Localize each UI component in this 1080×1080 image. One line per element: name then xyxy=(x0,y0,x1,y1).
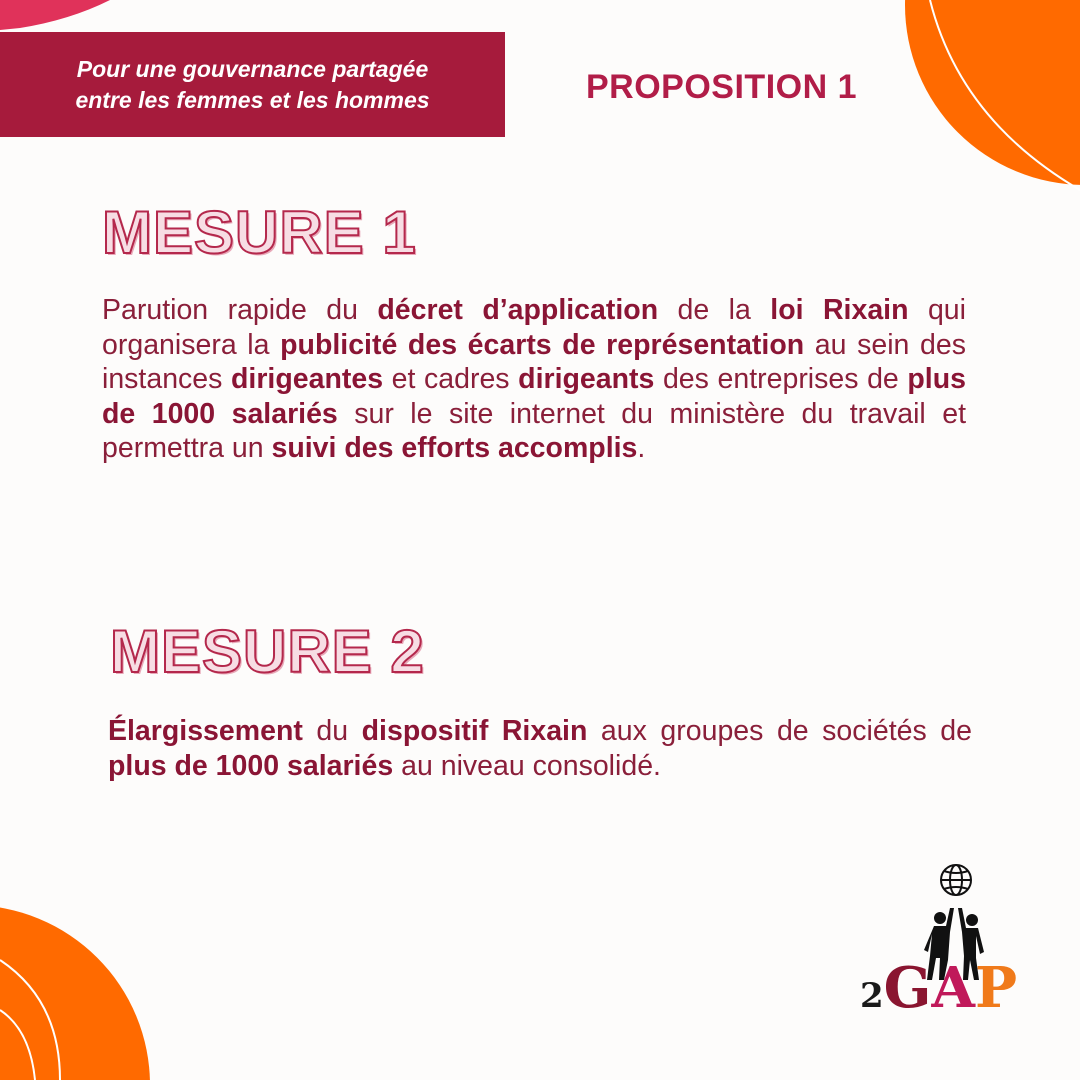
logo-2gap xyxy=(860,955,1018,1021)
mesure-1-title: MESURE 1 xyxy=(102,199,417,266)
logo-letter-a: A xyxy=(931,955,975,1021)
logo-letter-p: P xyxy=(974,955,1018,1021)
logo-letter-g: G xyxy=(883,955,932,1021)
logo-digit: 2 xyxy=(860,976,884,1016)
globe-icon xyxy=(941,865,971,895)
banner-line-2: entre les femmes et les hommes xyxy=(75,86,430,113)
bottom-left-orange-circle xyxy=(0,905,150,1080)
mesure-2-text: Élargissement du dispositif Rixain aux groupes de sociétés de plus de 1000 salariés au niveau consolidé. xyxy=(108,715,972,782)
mesure-1-text: Parution rapide du décret d’application de la loi Rixain qui organisera la publicité des écarts de représentation au sein des instances dirigeantes et cadres dirigeants des entreprises de plus de 1000 salariés sur le site internet du ministère du travail et permettra un suivi des efforts accomplis. xyxy=(102,294,966,464)
banner-line-1: Pour une gouvernance partagée xyxy=(76,55,429,82)
header-banner xyxy=(0,32,505,137)
top-left-pink-shape xyxy=(0,0,110,30)
top-right-orange-circle xyxy=(905,0,1080,185)
proposition-title: PROPOSITION 1 xyxy=(586,68,857,106)
mesure-2-title: MESURE 2 xyxy=(110,618,425,685)
